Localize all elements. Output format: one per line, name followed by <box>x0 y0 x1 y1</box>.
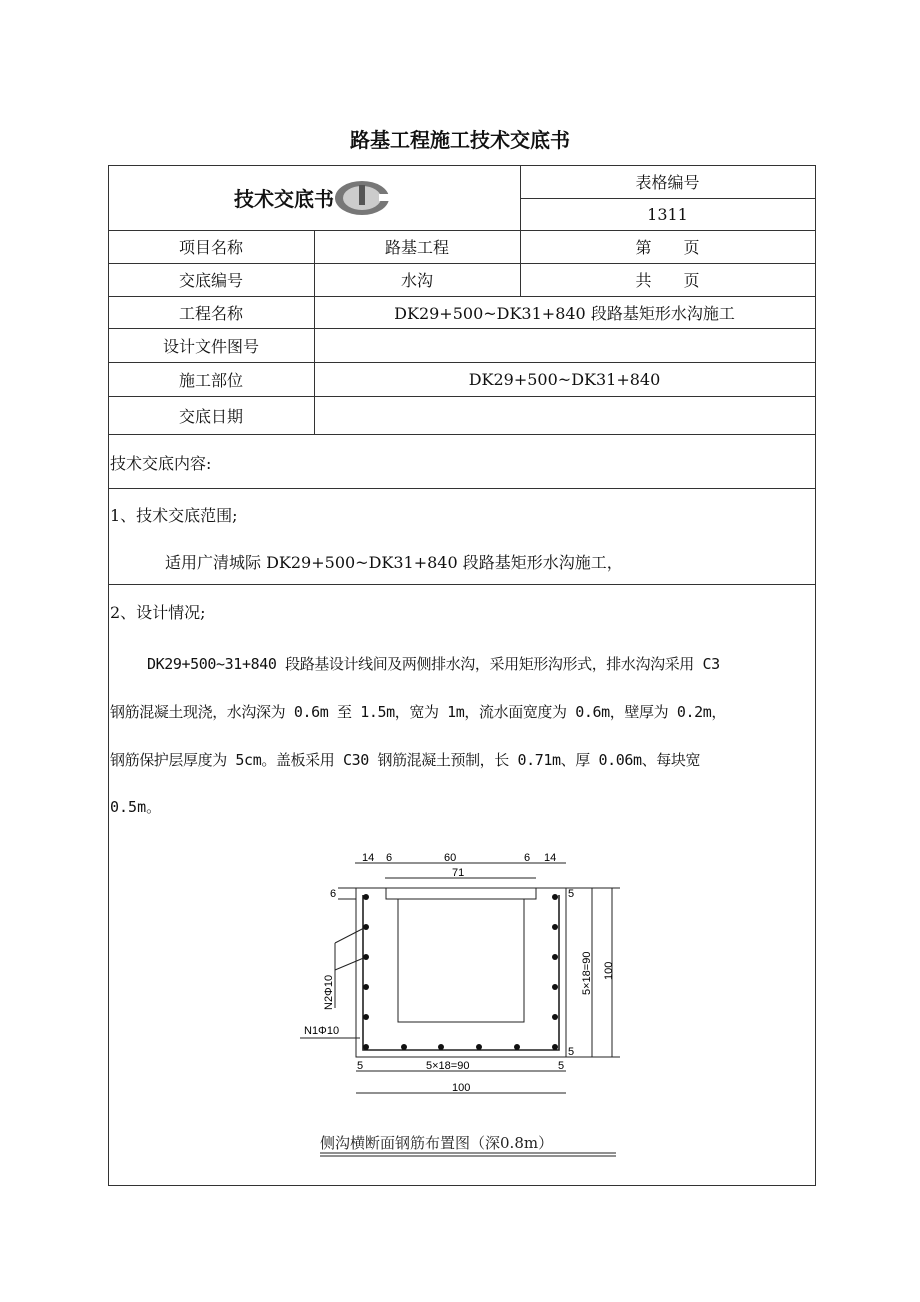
page-number: 第 页 <box>635 238 700 257</box>
section-2-line: 钢筋混凝土现浇，水沟深为 0.6m 至 1.5m，宽为 1m，流水面宽度为 0.6m，壁厚为 0.2m， <box>110 703 726 721</box>
doc-title: 技术交底书 <box>234 187 334 211</box>
dim-label: 14 <box>544 852 557 864</box>
company-logo-icon <box>334 180 394 216</box>
section-2-line: DK29+500~31+840 段路基设计线间及两侧排水沟，采用矩形沟形式，排水沟沟采用 C3 <box>147 655 720 673</box>
water-cavity <box>398 899 524 1022</box>
dim-label: 5×18=90 <box>581 951 593 995</box>
dim-label: 100 <box>452 1082 471 1094</box>
rebar-label-n1: N1Φ10 <box>304 1025 340 1037</box>
dim-label: 14 <box>362 852 375 864</box>
section-2-line: 0.5m。 <box>110 798 162 816</box>
page-title: 路基工程施工技术交底书 <box>350 128 570 152</box>
page-total: 共 页 <box>635 271 700 290</box>
row-label: 工程名称 <box>178 303 243 323</box>
form-no: 1311 <box>647 204 688 224</box>
dim-label: 6 <box>386 852 393 864</box>
rebar-dots <box>363 894 558 1050</box>
dim-label: 5×18=90 <box>426 1060 470 1072</box>
row-value <box>314 396 815 434</box>
row-value: 路基工程 <box>384 238 449 257</box>
section-1-text: 适用广清城际 DK29+500~DK31+840 段路基矩形水沟施工， <box>165 553 623 572</box>
row-label: 项目名称 <box>178 238 243 257</box>
header-doc-title <box>108 165 520 230</box>
row-value: DK29+500~DK31+840 段路基矩形水沟施工 <box>394 303 735 323</box>
rebar-diagram <box>300 845 640 1165</box>
dim-label: 5 <box>357 1060 364 1072</box>
diagram-caption: 侧沟横断面钢筋布置图（深0.8m） <box>320 1134 554 1152</box>
row-label: 设计文件图号 <box>162 336 259 356</box>
section-1-title: 1、技术交底范围; <box>110 506 238 525</box>
divider <box>108 488 816 489</box>
form-no-label: 表格编号 <box>635 173 700 192</box>
section-2-title: 2、设计情况; <box>110 603 206 622</box>
divider <box>108 434 816 435</box>
rebar-n1 <box>363 895 559 1050</box>
dim-label: 6 <box>330 888 337 900</box>
section-2-line: 钢筋保护层厚度为 5cm。盖板采用 C30 钢筋混凝土预制，长 0.71m、厚 0.06m、每块宽 <box>110 751 701 769</box>
dim-label: 100 <box>603 961 615 980</box>
row-label: 交底编号 <box>178 271 243 290</box>
dim-label: 6 <box>524 852 531 864</box>
row-value: 水沟 <box>400 271 433 290</box>
dim-label: 5 <box>558 1060 565 1072</box>
rebar-label-n2: N2Φ10 <box>323 974 335 1010</box>
dim-label: 71 <box>452 867 465 879</box>
dim-label: 5 <box>568 1046 575 1058</box>
row-label: 交底日期 <box>178 406 243 426</box>
row-value: DK29+500~DK31+840 <box>468 369 661 389</box>
content-heading: 技术交底内容: <box>110 454 212 473</box>
row-label: 施工部位 <box>178 370 243 390</box>
dim-label: 5 <box>568 888 575 900</box>
row-value <box>314 328 815 362</box>
divider <box>108 584 816 585</box>
channel-outline <box>356 888 566 1057</box>
cover-plate <box>386 888 536 899</box>
table-border <box>108 1185 816 1186</box>
table-border <box>815 165 816 1186</box>
dim-label: 60 <box>444 852 457 864</box>
